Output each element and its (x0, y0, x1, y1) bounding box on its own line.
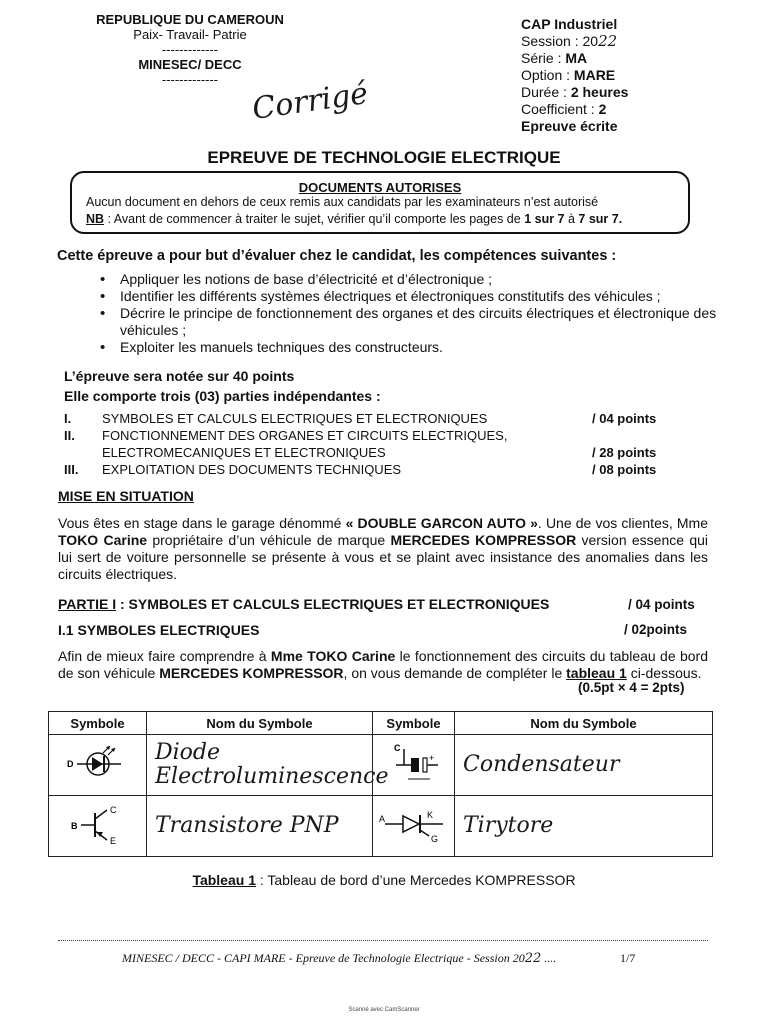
coef-value: 2 (598, 101, 607, 117)
footer-dots: .... (541, 951, 557, 965)
documents-line2 (86, 212, 686, 226)
documents-heading: DOCUMENTS AUTORISES (298, 180, 462, 195)
option-line (521, 67, 628, 84)
vehicle-name: MERCEDES KOMPRESSOR (390, 532, 577, 548)
column-header: Symbole (49, 712, 147, 735)
transistor-symbol-cell (49, 796, 147, 857)
serie-label: Série : (521, 50, 566, 66)
list-item: • Décrire le principe de fonctionnement des organes et des circuits électriques et électronique des véhicules ; (100, 305, 720, 339)
nb-text-connector: à (564, 212, 579, 226)
session-year-handwritten: 22 (598, 32, 618, 50)
partie1-title: : SYMBOLES ET CALCULS ELECTRIQUES ET ELECTRONIQUES (116, 596, 550, 612)
list-item: • Appliquer les notions de base d’électricité et d’électronique ; (100, 271, 720, 288)
led-symbol-icon (63, 743, 133, 783)
page-number: 1/7 (620, 951, 636, 965)
part-number: I. (64, 411, 72, 426)
capacitor-symbol-icon (384, 741, 444, 785)
part-points: / 04 points (592, 411, 657, 426)
list-item: • Identifier les différents systèmes électriques et électroniques constitutifs des véhicules ; (100, 288, 720, 305)
caption-text: : Tableau de bord d’une Mercedes KOMPRESSOR (255, 872, 576, 888)
part-points: / 28 points (592, 445, 657, 460)
exam-name: CAP Industriel (521, 16, 618, 32)
footer-year-handwritten: 22 (524, 951, 542, 966)
part-row (64, 410, 704, 427)
competences-list (100, 271, 720, 356)
transistor-collector-label: C (109, 804, 116, 815)
transistor-symbol-icon (63, 801, 133, 847)
part-label: EXPLOITATION DES DOCUMENTS TECHNIQUES (102, 462, 402, 477)
mise-en-situation-heading: MISE EN SITUATION (58, 488, 194, 504)
text-run: Afin de mieux faire comprendre à (58, 648, 271, 664)
option-label: Option : (521, 67, 574, 83)
duree-label: Durée : (521, 84, 571, 100)
garage-name: « DOUBLE GARCON AUTO » (345, 515, 538, 531)
answer-cell: Diode Electroluminescence (147, 735, 373, 796)
parts-list (64, 410, 704, 478)
transistor-base-label: B (70, 820, 77, 831)
client-name: TOKO Carine (58, 532, 148, 548)
symbols-table (48, 711, 713, 857)
partie1-heading (58, 596, 549, 612)
page-last: 7 sur 7. (578, 212, 623, 226)
text-run: ci-dessous. (626, 665, 702, 681)
thyristor-anode-label: A (378, 813, 385, 824)
led-terminal-label: D (66, 758, 73, 769)
coef-label: Coefficient : (521, 101, 599, 117)
capacitor-symbol-cell (373, 735, 455, 796)
coefficient-line (521, 101, 628, 118)
answer-cell: Condensateur (455, 735, 713, 796)
thyristor-symbol-icon (377, 802, 451, 846)
parts-note: Elle comporte trois (03) parties indépendantes : (64, 388, 381, 404)
thyristor-gate-label: G (430, 833, 438, 844)
page-first: 1 sur 7 (524, 212, 565, 226)
list-item: • Exploiter les manuels techniques des constructeurs. (100, 339, 720, 356)
handwritten-corrige: Corrigé (250, 76, 371, 127)
part-row (64, 427, 704, 444)
capacitor-terminal-label: C (393, 742, 400, 753)
part-label: FONCTIONNEMENT DES ORGANES ET CIRCUITS ELECTRIQUES, (102, 428, 508, 443)
part-label: ELECTROMECANIQUES ET ELECTRONIQUES (102, 445, 386, 460)
partie1-label: PARTIE I (58, 596, 117, 612)
part-row (64, 444, 704, 461)
mise-en-situation-text (58, 515, 708, 583)
national-motto: Paix- Travail- Patrie (133, 27, 247, 42)
part-number: III. (64, 462, 79, 477)
table-row (49, 735, 713, 796)
header-right (521, 16, 628, 135)
serie-value: MA (565, 50, 588, 66)
client-name: Mme TOKO Carine (270, 648, 396, 664)
documents-line1: Aucun document en dehors de ceux remis aux candidats par les examinateurs n’est autorisé (86, 195, 599, 209)
section-1-1-points: / 02points (624, 622, 688, 637)
session-label: Session : 20 (521, 33, 599, 49)
text-run: propriétaire d’un véhicule de marque (147, 532, 391, 548)
table-row (49, 796, 713, 857)
duree-value: 2 heures (570, 84, 629, 100)
nb-text: : Avant de commencer à traiter le sujet, vérifier qu’il comporte les pages de (104, 212, 525, 226)
tableau-ref: tableau 1 (566, 665, 627, 681)
separator-2: ------------- (161, 72, 219, 87)
scanner-watermark: Scanné avec CamScanner (348, 1007, 420, 1013)
part-row (64, 461, 704, 478)
duree-line (521, 84, 628, 101)
table-header-row (49, 712, 713, 735)
thyristor-cathode-label: K (426, 809, 433, 820)
text-run: version essence qui lui sert de voiture personnelle se présente à vous et se plaint avec insistance des anomalies dans les circuits électriques. (58, 532, 709, 582)
text-run: Vous êtes en stage dans le garage dénommé (58, 515, 346, 531)
session-line (521, 33, 628, 50)
answer-cell: Tirytore (455, 796, 713, 857)
section-1-1-heading: I.1 SYMBOLES ELECTRIQUES (58, 622, 260, 638)
vehicle-name: MERCEDES KOMPRESSOR (159, 665, 344, 681)
section-1-1-text (58, 648, 708, 682)
competences-intro: Cette épreuve a pour but d’évaluer chez le candidat, les compétences suivantes : (57, 248, 617, 264)
thyristor-symbol-cell (373, 796, 455, 857)
part-number: II. (64, 428, 75, 443)
text-run: . Une de vos clientes, Mme (537, 515, 708, 531)
column-header: Nom du Symbole (147, 712, 373, 735)
answer-cell: Transistore PNP (147, 796, 373, 857)
caption-label: Tableau 1 (192, 872, 256, 888)
footer-divider (58, 940, 708, 941)
documents-box (70, 171, 690, 234)
serie-line (521, 50, 628, 67)
table-caption (0, 872, 768, 888)
text-run: le fonctionnement des circuits du tableau de bord de son véhicule (58, 648, 708, 681)
partie1-points: / 04 points (628, 597, 695, 612)
option-value: MARE (573, 67, 616, 83)
text-run: , on vous demande de compléter le (343, 665, 567, 681)
country-name: REPUBLIQUE DU CAMEROUN (96, 12, 284, 27)
column-header: Symbole (373, 712, 455, 735)
scoring-note: (0.5pt × 4 = 2pts) (578, 680, 685, 695)
capacitor-plus-label: + (428, 752, 434, 763)
column-header: Nom du Symbole (455, 712, 713, 735)
epreuve-type: Epreuve écrite (521, 118, 618, 134)
nb-label: NB (86, 212, 105, 226)
part-points: / 08 points (592, 462, 657, 477)
separator-1: ------------- (161, 42, 219, 57)
ministry-name: MINESEC/ DECC (138, 57, 242, 72)
part-label: SYMBOLES ET CALCULS ELECTRIQUES ET ELECTRONIQUES (102, 411, 488, 426)
points-note: L’épreuve sera notée sur 40 points (64, 368, 295, 384)
page-title: EPREUVE DE TECHNOLOGIE ELECTRIQUE (207, 148, 561, 167)
footer-label: MINESEC / DECC - CAPI MARE - Epreuve de Technologie Electrique - Session 20 (122, 951, 525, 965)
footer-text (122, 951, 556, 966)
led-symbol-cell (49, 735, 147, 796)
header-left (70, 12, 310, 87)
transistor-emitter-label: E (109, 835, 116, 846)
